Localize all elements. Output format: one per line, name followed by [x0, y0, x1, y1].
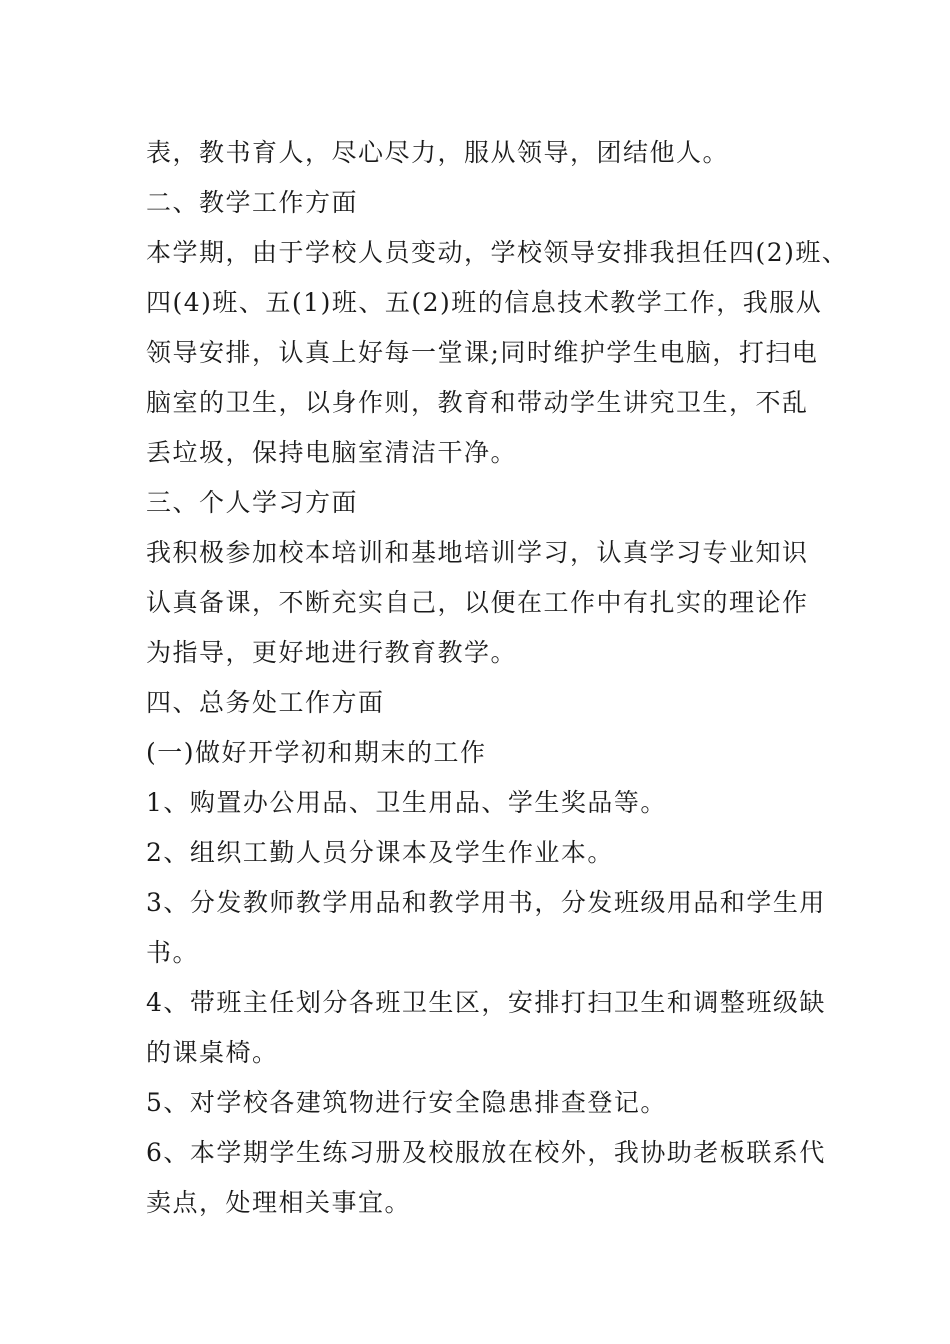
list-item: 6、本学期学生练习册及校服放在校外，我协助老板联系代	[146, 1138, 826, 1167]
body-text-line: 为指导，更好地进行教育教学。	[146, 638, 518, 667]
list-item-continuation: 书。	[146, 938, 200, 967]
body-text-line: 表，教书育人，尽心尽力，服从领导，团结他人。	[146, 138, 730, 167]
list-item: 4、带班主任划分各班卫生区，安排打扫卫生和调整班级缺	[146, 988, 826, 1017]
body-text-line: 我积极参加校本培训和基地培训学习，认真学习专业知识	[146, 538, 809, 567]
subsection-heading: (一)做好开学初和期末的工作	[146, 738, 487, 767]
body-text-line: 丢垃圾，保持电脑室清洁干净。	[146, 438, 518, 467]
body-text-line: 认真备课，不断充实自己，以便在工作中有扎实的理论作	[146, 588, 809, 617]
body-text-line: 领导安排，认真上好每一堂课;同时维护学生电脑，打扫电	[146, 338, 819, 367]
section-heading: 二、教学工作方面	[146, 188, 359, 217]
document-body	[146, 128, 849, 1228]
list-item: 1、购置办公用品、卫生用品、学生奖品等。	[146, 788, 667, 817]
list-item: 5、对学校各建筑物进行安全隐患排查登记。	[146, 1088, 667, 1117]
section-heading: 三、个人学习方面	[146, 488, 359, 517]
section-heading: 四、总务处工作方面	[146, 688, 385, 717]
body-text-line: 四(4)班、五(1)班、五(2)班的信息技术教学工作，我服从	[146, 288, 823, 317]
body-text-line: 本学期，由于学校人员变动，学校领导安排我担任四(2)班、	[146, 238, 849, 267]
list-item: 2、组织工勤人员分课本及学生作业本。	[146, 838, 614, 867]
list-item-continuation: 卖点，处理相关事宜。	[146, 1188, 412, 1217]
list-item-continuation: 的课桌椅。	[146, 1038, 279, 1067]
body-text-line: 脑室的卫生，以身作则，教育和带动学生讲究卫生，不乱	[146, 388, 809, 417]
list-item: 3、分发教师教学用品和教学用书，分发班级用品和学生用	[146, 888, 826, 917]
